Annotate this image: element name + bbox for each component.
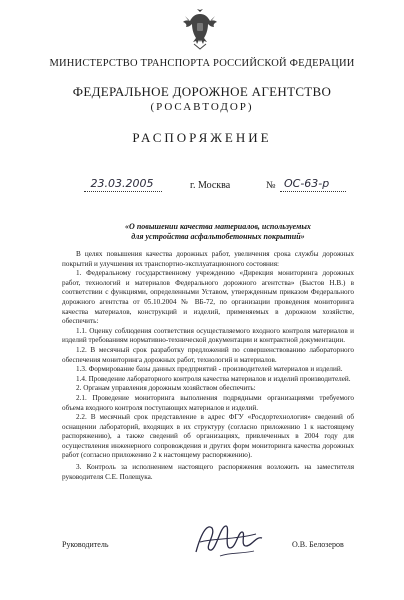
- body-paragraph: 2.2. В месячный срок представление в адрес ФГУ «Росдортехнология» сведений об оснащении лабораторий, входящих в их структуру (согласно приложению 1 к настоящему распоряжению), а также сведений об организациях, привлеченных в 2004 году для осуществления инженерного сопровождения и других форм мониторинга качества дорожных работ (согласно приложению 2 к настоящему распоряжению).: [62, 413, 354, 460]
- body-paragraph: 1.4. Проведение лабораторного контроля качества материалов и изделий производителей.: [76, 374, 351, 383]
- agency-name: ФЕДЕРАЛЬНОЕ ДОРОЖНОЕ АГЕНТСТВО: [72, 84, 332, 99]
- body-paragraph: 1.2. В месячный срок разработку предложений по совершенствованию лабораторного обеспечения мониторинга дорожных работ, технологий и материалов.: [62, 345, 354, 364]
- body-paragraph: 1.3. Формирование базы данных предприятий - производителей материалов и изделий.: [76, 365, 343, 374]
- signer-title: Руководитель: [62, 540, 109, 549]
- signer-name: О.В. Белозеров: [292, 540, 344, 549]
- body-paragraph: 3. Контроль за исполнением настоящего распоряжения возложить на заместителя руководителя С.Е. Полещука.: [62, 463, 354, 481]
- agency-abbreviation: (РОСАВТОДОР): [150, 101, 254, 113]
- handwritten-signature: [190, 518, 266, 562]
- document-subject: «О повышении качества материалов, используемых для устройства асфальтобетонных покрытий»: [125, 222, 311, 241]
- ministry-name: МИНИСТЕРСТВО ТРАНСПОРТА РОССИЙСКОЙ ФЕДЕРАЦИИ: [49, 58, 355, 69]
- document-date: 23.03.2005: [90, 177, 154, 190]
- body-paragraph: 2.1. Проведение мониторинга выполнения подрядными организациями требуемого объема входного контроля поступающих материалов и изделий.: [62, 393, 354, 412]
- double-headed-eagle-emblem-icon: [182, 8, 218, 50]
- document-type: РАСПОРЯЖЕНИЕ: [132, 130, 272, 145]
- document-body: [62, 250, 354, 482]
- document-number: ОС-63-р: [284, 177, 330, 190]
- body-paragraph: 1.1. Оценку соблюдения соответствия осуществляемого входного контроля материалов и изделий требованиям нормативно-технической документации и контрактной документации.: [62, 326, 354, 345]
- body-paragraph: 2. Органам управления дорожным хозяйством обеспечить:: [76, 384, 256, 393]
- document-city: г. Москва: [190, 180, 231, 191]
- date-underline: [84, 191, 162, 192]
- body-paragraph: 1. Федеральному государственному учреждению «Дирекция мониторинга дорожных работ, технологий и материалов Федерального дорожного агентства» (Быстов Н.В.) в соответствии с функциями, определенными Уставом, утвержденным приказом Федерального дорожного агентства от 05.10.2004 № ВБ-72, по организации проведения мониторинга качества материалов, конструкций и изделий, применяемых в дорожном хозяйстве, обеспечить:: [62, 269, 354, 326]
- number-label: №: [266, 180, 276, 191]
- number-underline: [280, 191, 346, 192]
- body-paragraph: В целях повышения качества дорожных работ, увеличения срока службы дорожных покрытий и улучшения их транспортно-эксплуатационного состояния:: [62, 250, 354, 268]
